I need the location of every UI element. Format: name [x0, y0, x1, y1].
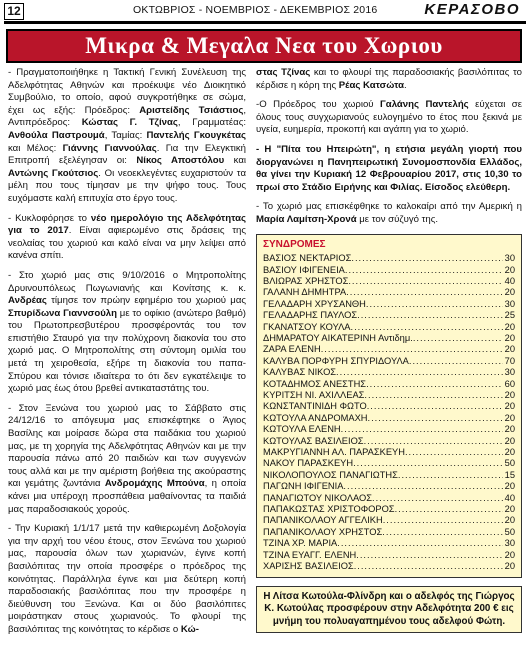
leader-dots	[368, 413, 503, 424]
subscription-row	[263, 527, 515, 538]
subscriber-name: ΚΟΤΑΔΗΜΟΣ ΑΝΕΣΤΗΣ	[263, 378, 367, 389]
subscription-row	[263, 515, 515, 526]
leader-dots	[367, 401, 503, 412]
subscription-row	[263, 344, 515, 355]
subscriber-name: ΠΑΠΑΝΙΚΟΛΑΟΥ ΑΓΓΕΛΙΚΗ	[263, 515, 383, 526]
header-rule	[4, 21, 526, 24]
subscriber-name: ΠΑΠΑΚΩΣΤΑΣ ΧΡΙΣΤΟΦΟΡΟΣ	[263, 504, 395, 515]
subscription-row	[263, 253, 515, 264]
subscriber-name: ΜΑΚΡΥΓΙΑΝΝΗ ΑΛ. ΠΑΡΑΣΚΕΥΗ	[263, 447, 405, 458]
subscription-amount: 20	[504, 332, 515, 343]
subscription-row	[263, 538, 515, 549]
subscriber-name: ΚΩΝΣΤΑΝΤΙΝΙΔΗ ΦΩΤΟ	[263, 401, 367, 412]
subscription-row	[263, 401, 515, 412]
subscriber-name: ΒΑΣΙΟΣ ΝΕΚΤΑΡΙΟΣ	[263, 253, 352, 264]
subscriber-name: ΚΑΛΥΒΑΣ ΝΙΚΟΣ	[263, 367, 337, 378]
subscription-row	[263, 310, 515, 321]
news-item-vasilopita: - Την Κυριακή 1/1/17 μετά την καθιερωμένη Δοξολογία για την αρχή του νέου έτους, στον Ξενώνα του χωριού μας, παρουσία όλων των χωριανών, έγινε κοπή βασιλόπιτας την οποία προσφέρε ο πρόεδρος της κοινότητας. Παράλληλα έγινε και μια δεύτερη κοπή παραδοσιακής βασιλόπιτας που την προσφέρε η διεύθυνση του Ξενώνα. Και οι δύο βασιλόπιτες μοιράστηκαν στους χωριανούς. Το φλουρί της βασιλόπιτας της κοινότητας το κέρδισε ο Κώ-	[8, 523, 246, 635]
subscription-row	[263, 367, 515, 378]
subscription-row	[263, 504, 515, 515]
news-item-metropolitan: - Στο χωριό μας στις 9/10/2016 ο Μητροπολίτης Δρυινουπόλεως Πωγωνιανής και Κονίτσης κ. κ. Ανδρέας τίμησε τον πρώην εφημέριο του χωριού μας Σπυρίδωνα Γιαννσούλη με το οφίκιο (ανώτερο βαθμό) του Πρωτοπρεσβυτέρου προσφέροντάς του τον επιστήθιο Σταυρό για την πολύχρονη διακονία του στο χωριό μας. Ο Μητροπολίτης στη σύντομη ομιλία του μετά τη χειροθεσία, εξήρε τη διακονία του παπα-Σπύρου και τόνισε ιδιαίτερα το ότι δεν εγκατέλειψε το χωριό μας έως ότου βρεθεί αντικαταστάτης του.	[8, 269, 246, 395]
subscriber-name: ΧΑΡΙΣΗΣ ΒΑΣΙΛΕΙΟΣ	[263, 561, 354, 572]
donation-notice: Η Λίτσα Κωτούλα-Φλίνδρη και ο αδελφός της Γιώργος Κ. Κωτούλας προσφέρουν στην Αδελφότητα 200 € εις μνήμη του πολυαγαπημένου τους αδελφού Φώτη.	[256, 586, 522, 634]
subscription-amount: 20	[504, 435, 515, 446]
leader-dots	[372, 493, 503, 504]
subscription-row	[263, 322, 515, 333]
leader-dots	[343, 481, 502, 492]
subscriber-name: ΒΛΙΩΡΑΣ ΧΡΗΣΤΟΣ	[263, 275, 349, 286]
leader-dots	[409, 356, 503, 367]
leader-dots	[337, 538, 502, 549]
news-item-president-wishes: -Ο Πρόεδρος του χωριού Γαλάνης Παντελής εύχεται σε όλους τους συγχωριανούς ευλογημένο το έτος που ξεκινά με υγεία, ευημερία, προκοπή και αγάπη για το χωριό.	[256, 99, 523, 136]
left-column	[8, 67, 246, 644]
leader-dots	[348, 276, 502, 287]
subscription-amount: 50	[504, 458, 515, 469]
subscription-amount: 20	[504, 412, 515, 423]
subscription-amount: 30	[504, 538, 515, 549]
leader-dots	[383, 515, 503, 526]
news-item-vasilopita-cont: στας Τζίνας και το φλουρί της παραδοσιακής βασιλόπιτας το κέρδισε η κόρη της Ρέας Κατσώτα.	[256, 67, 522, 91]
subscriptions-title: ΣΥΝΔΡΟΜΕΣ	[263, 238, 326, 250]
subscription-amount: 20	[504, 561, 515, 572]
leader-dots	[351, 322, 503, 333]
subscription-row	[263, 356, 515, 367]
subscriber-name: ΝΙΚΟΛΟΠΟΥΛΟΣ ΠΑΝΑΓΙΩΤΗΣ	[263, 469, 398, 480]
subscription-amount: 20	[504, 424, 515, 435]
subscription-amount: 70	[504, 355, 515, 366]
subscription-row	[263, 390, 515, 401]
issue-date: ΟΚΤΩΒΡΙΟΣ - ΝΟΕΜΒΡΙΟΣ - ΔΕΚΕΜΒΡΙΟΣ 2016	[133, 4, 378, 16]
leader-dots	[382, 527, 502, 538]
subscription-amount: 15	[504, 469, 515, 480]
subscription-amount: 20	[504, 481, 515, 492]
leader-dots	[364, 390, 502, 401]
page-header	[0, 0, 530, 22]
leader-dots	[341, 424, 503, 435]
news-item-visit: - Το χωριό μας επισκέφθηκε το καλοκαίρι από την Αμερική η Μαρία Λαμίτση-Χρονά με τον σύζυγό της.	[256, 201, 522, 225]
subscription-amount: 20	[504, 264, 515, 275]
subscriptions-box	[256, 234, 522, 578]
subscription-amount: 20	[504, 549, 515, 560]
subscriber-name: ΓΚΑΝΑΤΣΟΥ ΚΟΥΛΑ	[263, 321, 351, 332]
subscription-row	[263, 470, 515, 481]
subscription-amount: 20	[504, 447, 515, 458]
subscriber-name: ΝΑΚΟΥ ΠΑΡΑΣΚΕΥΗ	[263, 458, 354, 469]
leader-dots	[366, 299, 503, 310]
leader-dots	[357, 310, 503, 321]
leader-dots	[413, 333, 503, 344]
masthead-title: ΚΕΡΑΣΟΒΟ	[424, 1, 520, 18]
subscription-row	[263, 447, 515, 458]
subscription-amount: 30	[504, 298, 515, 309]
subscription-row	[263, 413, 515, 424]
subscriber-name: ΠΑΠΑΝΙΚΟΛΑΟΥ ΧΡΗΣΤΟΣ	[263, 526, 383, 537]
subscription-row	[263, 458, 515, 469]
subscription-row	[263, 333, 515, 344]
subscription-amount: 20	[504, 515, 515, 526]
subscriber-name: ΔΗΜΑΡΑΤΟΥ ΑΙΚΑΤΕΡΙΝΗ Αντιδημ.	[263, 332, 413, 343]
subscription-amount: 25	[504, 310, 515, 321]
subscription-row	[263, 287, 515, 298]
leader-dots	[398, 470, 503, 481]
subscriber-name: ΤΖΙΝΑ ΕΥΑΓΓ. ΕΛΕΝΗ	[263, 549, 357, 560]
subscriber-name: ΖΑΡΑ ΕΛΕΝΗ	[263, 344, 321, 355]
leader-dots	[336, 367, 503, 378]
subscription-row	[263, 379, 515, 390]
subscription-amount: 30	[504, 253, 515, 264]
subscriber-name: ΚΑΛΥΒΑ ΠΟΡΦΥΡΗ ΣΠΥΡΙΔΟΥΛΑ	[263, 355, 409, 366]
subscription-amount: 20	[504, 504, 515, 515]
news-item-calendar: - Κυκλοφόρησε το νέο ημερολόγιο της Αδελφότητας για το 2017. Είναι αφιερωμένο στις δράσεις της νεολαίας του χωριού και καλό είναι να μην λείψει από κανένα σπίτι.	[8, 212, 246, 262]
leader-dots	[346, 287, 503, 298]
leader-dots	[405, 447, 503, 458]
right-column	[256, 67, 522, 633]
page-number: 12	[4, 3, 24, 20]
subscription-row	[263, 481, 515, 492]
subscriber-name: ΚΥΡΙΤΣΗ ΝΙ. ΑΧΙΛΛΕΑΣ	[263, 390, 365, 400]
subscriber-name: ΓΕΛΑΔΑΡΗΣ ΠΑΥΛΟΣ	[263, 310, 358, 321]
subscription-amount: 50	[504, 526, 515, 537]
subscriber-name: ΠΑΓΩΝΗ ΙΦΙΓΕΝΙΑ	[263, 481, 344, 492]
subscriber-name: ΚΩΤΟΥΛΑΣ ΒΑΣΙΛΕΙΟΣ	[263, 435, 364, 446]
subscriptions-list	[263, 253, 515, 572]
subscriber-name: ΠΑΝΑΓΙΩΤΟΥ ΝΙΚΟΛΑΟΣ	[263, 492, 373, 503]
subscription-row	[263, 276, 515, 287]
subscription-amount: 20	[504, 390, 515, 400]
news-item-assembly: - Πραγματοποιήθηκε η Τακτική Γενική Συνέλευση της Αδελφότητας Αθηνών και προέκυψε νέο Διοικητικό Συμβούλιο, το οποίο, αφού συγκροτήθηκε σε σώμα, έχει ως εξής: Πρόεδρος: Αριστείδης Τσιάστιος, Αντιπρόεδρος: Κώστας Γ. Τζίνας, Γραμματέας: Ανθούλα Παστρουμά, Ταμίας: Παντελής Γκουγκέτας και Μέλος: Γιάννης Γιαννούλας. Για την Ελεγκτική Επιτροπή εξελέγησαν οι: Νίκος Αποστόλου και Αντώνης Γκούτσιος. Οι νεοεκλεγέντες ευχαριστούν τα μέλη που τους τίμησαν με την ψήφο τους. Τους ευχόμαστε καλή επιτυχία στο έργο τους.	[8, 67, 246, 204]
subscription-row	[263, 561, 515, 572]
subscriber-name: ΓΑΛΑΝΗ ΔΗΜΗΤΡΑ	[263, 287, 347, 298]
leader-dots	[356, 550, 502, 561]
news-item-santa: - Στον Ξενώνα του χωριού μας το Σάββατο στις 24/12/16 το απόγευμα μας επισκέφτηκε ο Άγιος Βασίλης και μοίρασε δώρα στα παιδάκια του χωριού μας, με τη χορηγία της Αδελφότητας Αθηνών και με την παρουσία πάνω από 20 παιδιών και των συγγενών τους αλλά και με την αμέριστη βοήθεια της ακούραστης και γεμάτης ζωντάνια Ανδρομάχης Μπούνα, η οποία κάνει μια υπέροχη προσπάθεια μαθαίνοντας τα παιδιά μας παραδοσιακούς χορούς.	[8, 402, 246, 515]
leader-dots	[351, 253, 502, 264]
leader-dots	[354, 561, 503, 572]
section-banner: Μικρα & Μεγαλα Νεα του Χωριου	[6, 29, 522, 63]
subscription-amount: 30	[504, 367, 515, 378]
news-item-pita-ipeiroti: - Η "Πίτα του Ηπειρώτη", η ετήσια μεγάλη γιορτή που διοργανώνει η Πανηπειρωτική Συνομοσπονδία Ελλάδος, θα γίνει την Κυριακή 12 Φεβρουαρίου 2017, στις 10,30 το πρωί στο Στάδιο Ειρήνης και Φιλίας. Είσοδος ελεύθερη.	[256, 143, 522, 193]
subscription-amount: 60	[504, 378, 515, 389]
subscriber-name: ΚΩΤΟΥΛΑ ΕΛΕΝΗ	[263, 424, 341, 435]
leader-dots	[353, 458, 503, 469]
subscription-row	[263, 493, 515, 504]
subscription-amount: 20	[504, 401, 515, 412]
subscription-amount: 20	[504, 344, 515, 355]
subscription-row	[263, 424, 515, 435]
subscription-row	[263, 265, 515, 276]
subscription-amount: 20	[504, 287, 515, 298]
subscriber-name: ΓΕΛΑΔΑΡΗ ΧΡΥΣΑΝΘΗ	[263, 298, 366, 309]
leader-dots	[345, 265, 503, 276]
leader-dots	[321, 344, 503, 355]
subscriber-name: ΒΑΣΙΟΥ ΙΦΙΓΕΝΕΙΑ	[263, 264, 345, 275]
leader-dots	[366, 379, 503, 390]
leader-dots	[364, 436, 503, 447]
subscription-row	[263, 299, 515, 310]
subscription-row	[263, 550, 515, 561]
leader-dots	[395, 504, 503, 515]
subscriber-name: ΚΩΤΟΥΛΑ ΑΝΔΡΟΜΑΧΗ	[263, 412, 368, 423]
subscription-amount: 20	[504, 321, 515, 332]
subscription-amount: 40	[504, 275, 515, 286]
subscriber-name: ΤΖΙΝΑ ΧΡ. ΜΑΡΙΑ	[263, 538, 338, 549]
subscription-row	[263, 436, 515, 447]
subscription-amount: 40	[504, 492, 515, 503]
